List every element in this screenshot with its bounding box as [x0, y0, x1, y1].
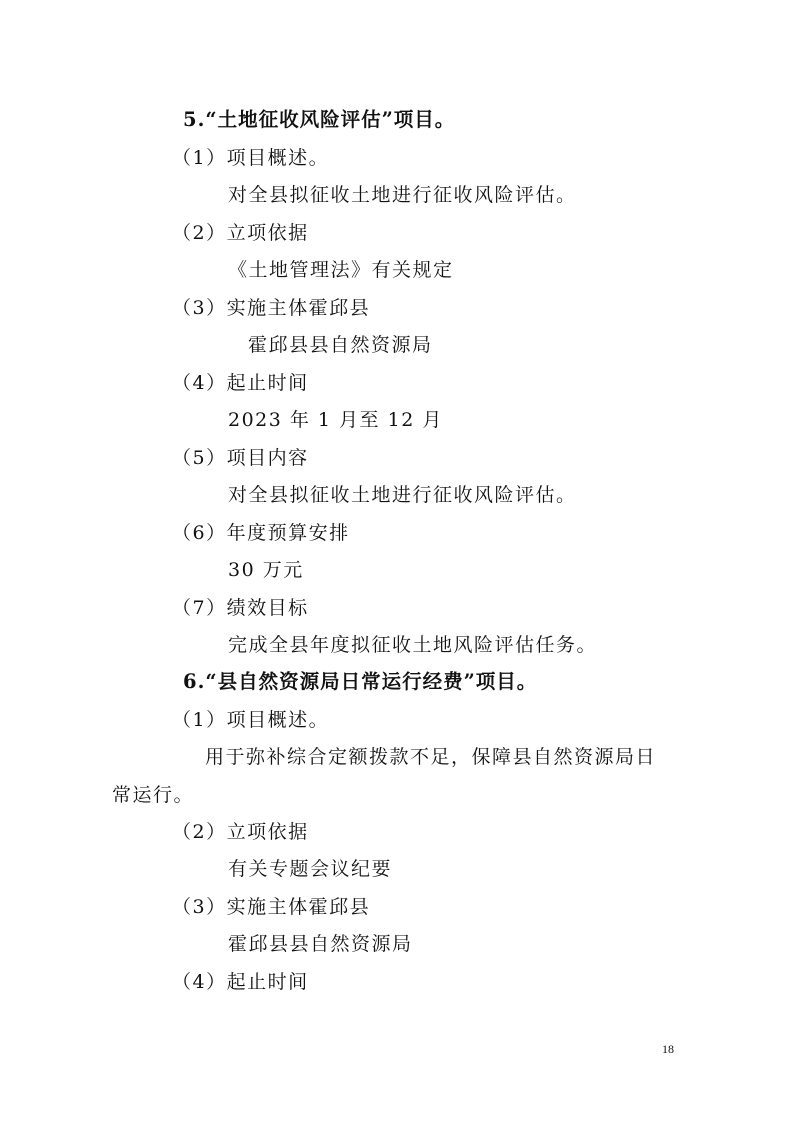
- s6-item-3-label: （3）实施主体霍邱县: [172, 896, 371, 918]
- s5-item-7-content: 完成全县年度拟征收土地风险评估任务。: [228, 634, 598, 656]
- section-5-heading: 5.“土地征收风险评估”项目。: [183, 108, 456, 131]
- s5-item-5-content: 对全县拟征收土地进行征收风险评估。: [228, 484, 577, 506]
- s6-item-1-label: （1）项目概述。: [172, 709, 330, 731]
- s6-item-2-label: （2）立项依据: [172, 821, 309, 843]
- s5-item-7-label: （7）绩效目标: [172, 597, 309, 619]
- s6-item-1-content-line-2: 常运行。: [112, 784, 195, 806]
- s5-item-2-content: 《土地管理法》有关规定: [228, 259, 454, 281]
- s5-item-1-content: 对全县拟征收土地进行征收风险评估。: [228, 184, 577, 206]
- s5-item-3-label: （3）实施主体霍邱县: [172, 297, 371, 319]
- s5-item-5-label: （5）项目内容: [172, 447, 309, 469]
- s5-item-1-label: （1）项目概述。: [172, 147, 330, 169]
- s5-item-6-content: 30 万元: [228, 559, 304, 581]
- s5-item-6-label: （6）年度预算安排: [172, 522, 350, 544]
- s6-item-2-content: 有关专题会议纪要: [228, 858, 393, 880]
- s5-item-4-label: （4）起止时间: [172, 372, 309, 394]
- s5-item-2-label: （2）立项依据: [172, 222, 309, 244]
- section-6-heading: 6.“县自然资源局日常运行经费”项目。: [183, 670, 538, 693]
- s6-item-1-content-line-1: 用于弥补综合定额拨款不足，保障县自然资源局日: [205, 746, 657, 768]
- s5-item-3-content: 霍邱县县自然资源局: [248, 334, 433, 356]
- s6-item-4-label: （4）起止时间: [172, 971, 309, 993]
- page-number: 18: [662, 1042, 674, 1056]
- s5-item-4-content: 2023 年 1 月至 12 月: [228, 409, 443, 431]
- s6-item-3-content: 霍邱县县自然资源局: [228, 933, 413, 955]
